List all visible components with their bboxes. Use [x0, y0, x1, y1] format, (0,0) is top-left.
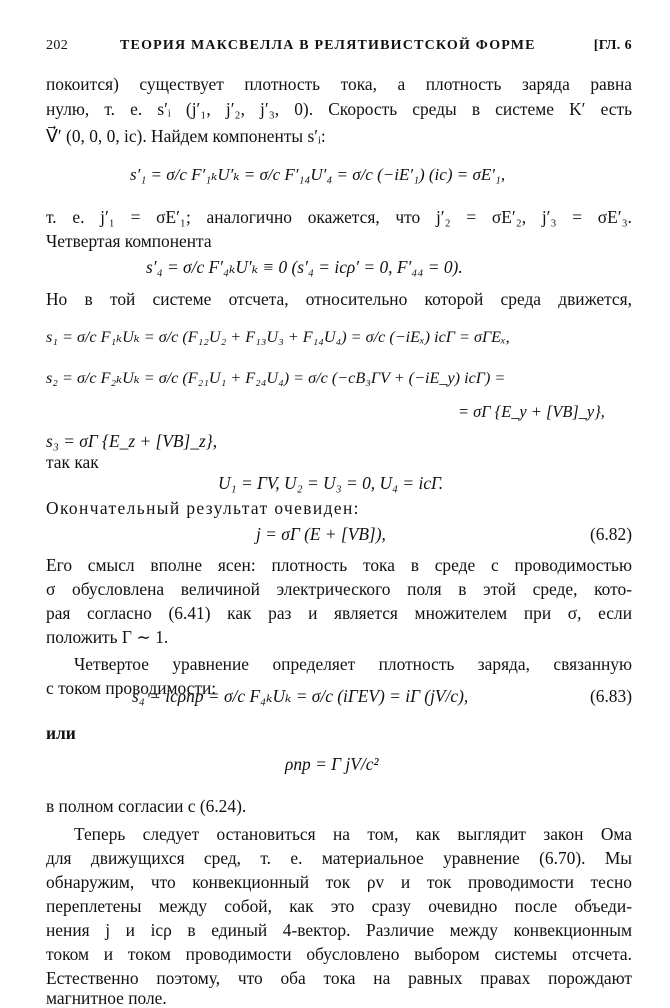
- text-line: Естественно поэтому, что оба тока на равных правах порождают: [46, 968, 632, 988]
- equation: s₃ = σΓ {E_z + [VB]_z},: [46, 431, 218, 451]
- text-line: Теперь следует остановиться на том, как выглядит закон Ома: [74, 824, 632, 844]
- text-line: положить Γ ∼ 1.: [46, 627, 169, 647]
- equation: s₁ = σ/c F₁ₖUₖ = σ/c (F₁₂U₂ + F₁₃U₃ + F₁₄U₄) = σ/c (−iEₓ) icΓ = σΓEₓ,: [46, 328, 510, 346]
- text-line: магнитное поле.: [46, 988, 167, 1008]
- equation: j = σΓ (E + [VB]),: [256, 524, 386, 544]
- text-line: Его смысл вполне ясен: плотность тока в среде с проводимостью: [46, 555, 632, 575]
- text-line: покоится) существует плотность тока, а плотность заряда равна: [46, 74, 632, 94]
- page-number: 202: [46, 38, 69, 53]
- text-line: с током проводимости:: [46, 678, 217, 698]
- text-line: Но в той системе отсчета, относительно которой среда движется,: [46, 289, 632, 309]
- equation-number: (6.83): [589, 686, 632, 706]
- text-line: Четвертое уравнение определяет плотность заряда, связанную: [74, 654, 632, 674]
- text-line: для движущихся сред, т. е. материальное уравнение (6.70). Мы: [46, 848, 632, 868]
- chapter-mark: [ГЛ. 6: [593, 38, 632, 53]
- text-line: в полном согласии с (6.24).: [46, 796, 247, 816]
- text-line: нулю, т. е. s′ᵢ (j′₁, j′₂, j′₃, 0). Скорость среды в системе K′ есть: [46, 99, 632, 119]
- running-title: ТЕОРИЯ МАКСВЕЛЛА В РЕЛЯТИВИСТСКОЙ ФОРМЕ: [120, 38, 536, 53]
- text-line: током и током проводимости обусловлено выбором системы отсчета.: [46, 944, 632, 964]
- text-line: т. е. j′₁ = σE′₁; аналогично окажется, что j′₂ = σE′₂, j′₃ = σE′₃.: [46, 207, 632, 227]
- text-line: Окончательный результат очевиден:: [46, 498, 360, 518]
- equation-number: (6.82): [589, 524, 632, 544]
- text-line: переплетены между собой, как это сразу очевидно после объеди-: [46, 896, 632, 916]
- equation: s₄ = icρпр = σ/c F₄ₖUₖ = σ/c (iΓEV) = iΓ (jV/c),: [132, 686, 469, 706]
- equation: s′₁ = σ/c F′₁ₖU′ₖ = σ/c F′₁₄U′₄ = σ/c (−iE′₁) (ic) = σE′₁,: [130, 165, 506, 184]
- text-line: Четвертая компонента: [46, 231, 212, 251]
- equation: = σΓ {E_y + [VB]_y},: [458, 402, 605, 421]
- text-line: или: [46, 723, 76, 743]
- text-line: рая согласно (6.41) как раз и является множителем при σ, если: [46, 603, 632, 623]
- text-line: σ обусловлена величиной электрического поля в этой среде, кото-: [46, 579, 632, 599]
- text-line: так как: [46, 452, 99, 472]
- text-line: V⃗′ (0, 0, 0, ic). Найдем компоненты s′ᵢ:: [46, 126, 326, 146]
- equation: ρпр = Γ jV/c²: [285, 754, 379, 774]
- equation: s′₄ = σ/c F′₄ₖU′ₖ ≡ 0 (s′₄ = icρ′ = 0, F′₄₄ = 0).: [146, 257, 463, 277]
- equation: s₂ = σ/c F₂ₖUₖ = σ/c (F₂₁U₁ + F₂₄U₄) = σ/c (−cB₃ΓV + (−iE_y) icΓ) =: [46, 369, 506, 387]
- text-line: нения j и icρ в единый 4-вектор. Различие между конвекционным: [46, 920, 632, 940]
- text-line: обнаружим, что конвекционный ток ρv и ток проводимости тесно: [46, 872, 632, 892]
- equation: U₁ = ΓV, U₂ = U₃ = 0, U₄ = icΓ.: [218, 473, 444, 493]
